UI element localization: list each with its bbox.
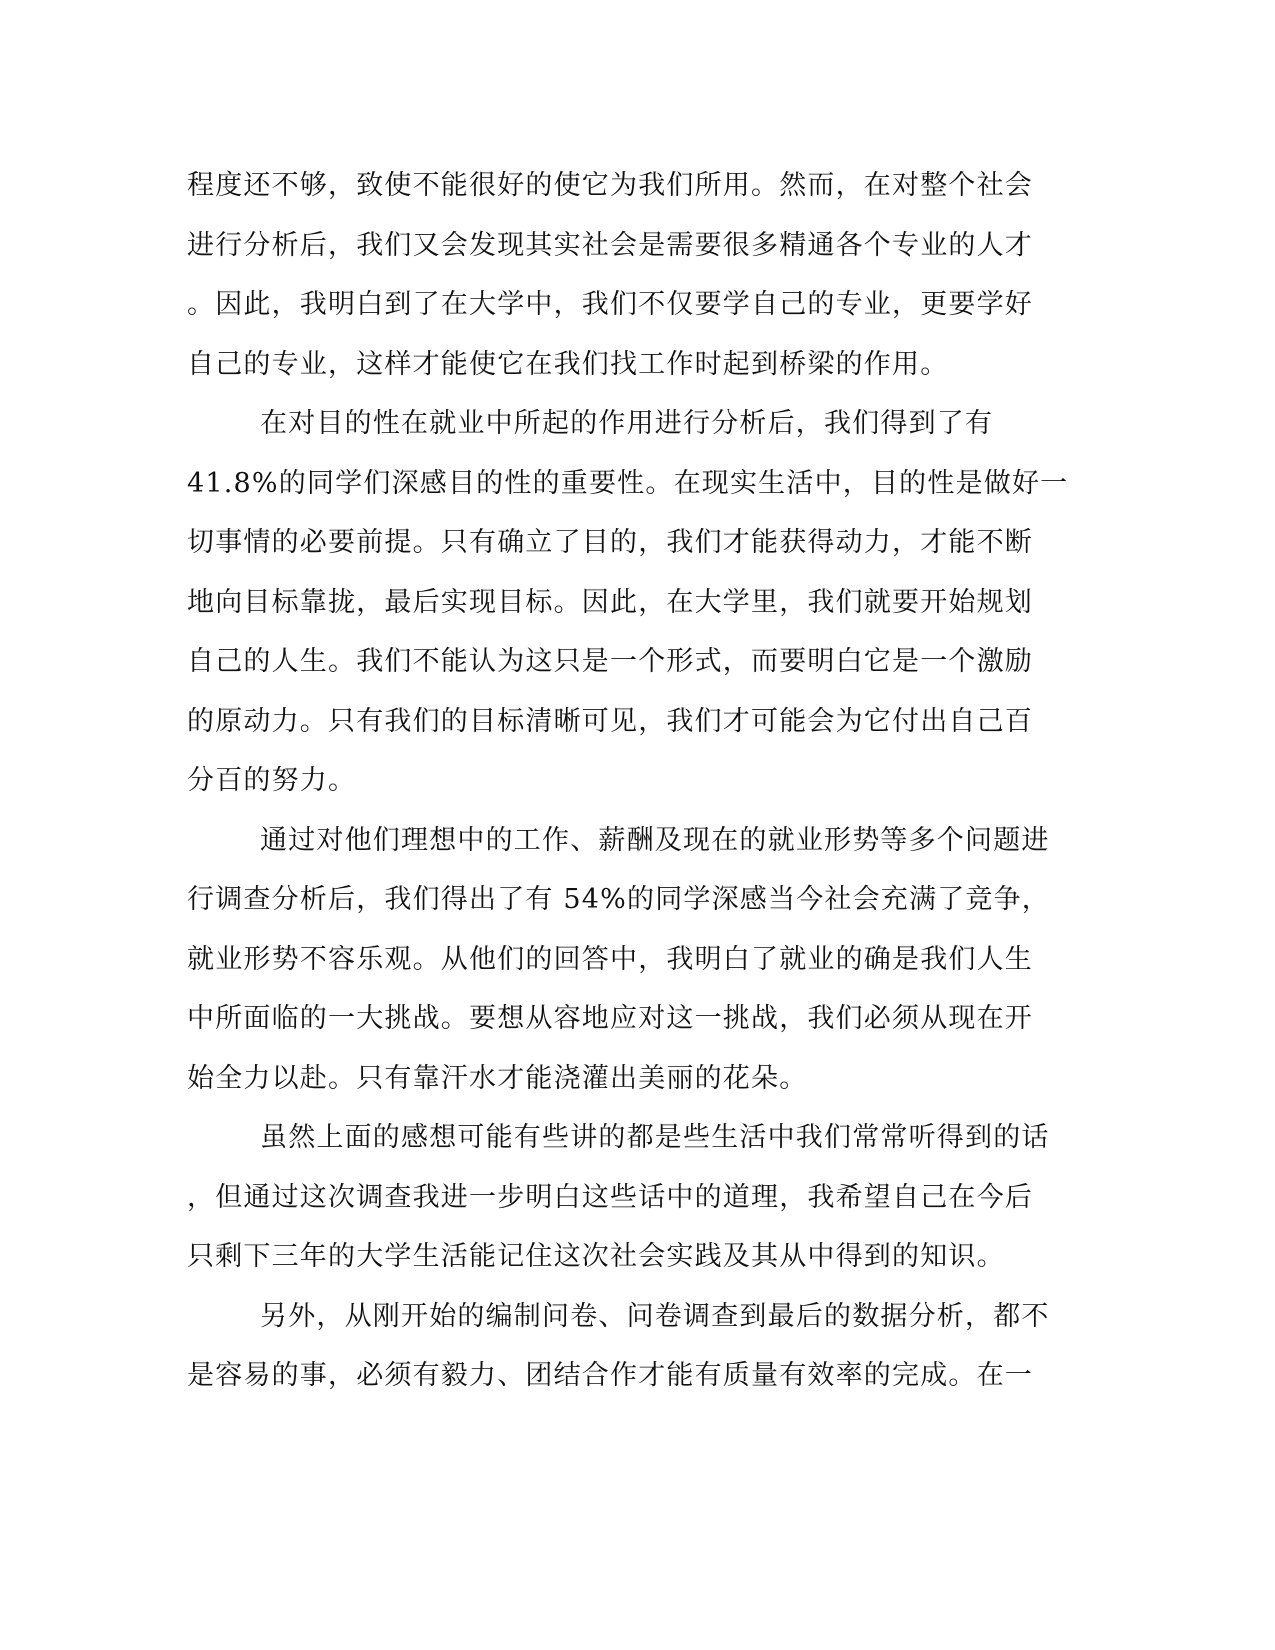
text-line: 。因此，我明白到了在大学中，我们不仅要学自己的专业，更要学好 xyxy=(187,289,1033,320)
text-line: 切事情的必要前提。只有确立了目的，我们才能获得动力，才能不断 xyxy=(187,527,1033,558)
paragraph-first-line: 在对目的性在就业中所起的作用进行分析后，我们得到了有 xyxy=(260,408,994,439)
text-line: 程度还不够，致使不能很好的使它为我们所用。然而，在对整个社会 xyxy=(187,170,1033,201)
text-line: 分百的努力。 xyxy=(187,765,357,796)
text-line: ，但通过这次调查我进一步明白这些话中的道理，我希望自己在今后 xyxy=(187,1181,1033,1213)
paragraph-first-line: 另外，从刚开始的编制问卷、问卷调查到最后的数据分析，都不 xyxy=(260,1300,1050,1332)
text-line: 41.8%的同学们深感目的性的重要性。在现实生活中，目的性是做好一 xyxy=(187,467,1069,499)
text-line: 就业形势不容乐观。从他们的回答中，我明白了就业的确是我们人生 xyxy=(187,943,1033,975)
text-line: 进行分析后，我们又会发现其实社会是需要很多精通各个专业的人才 xyxy=(187,229,1033,261)
text-line: 自己的专业，这样才能使它在我们找工作时起到桥梁的作用。 xyxy=(187,348,949,380)
paragraph-first-line: 虽然上面的感想可能有些讲的都是些生活中我们常常听得到的话 xyxy=(260,1122,1050,1153)
text-line: 行调查分析后，我们得出了有 54%的同学深感当今社会充满了竞争， xyxy=(187,884,1050,915)
text-line: 始全力以赴。只有靠汗水才能浇灌出美丽的花朵。 xyxy=(187,1062,808,1094)
paragraph-first-line: 通过对他们理想中的工作、薪酬及现在的就业形势等多个问题进 xyxy=(260,824,1050,856)
text-line: 地向目标靠拢，最后实现目标。因此，在大学里，我们就要开始规划 xyxy=(187,586,1033,618)
text-line: 的原动力。只有我们的目标清晰可见，我们才可能会为它付出自己百 xyxy=(187,705,1033,737)
text-line: 中所面临的一大挑战。要想从容地应对这一挑战，我们必须从现在开 xyxy=(187,1003,1033,1034)
text-line: 只剩下三年的大学生活能记住这次社会实践及其从中得到的知识。 xyxy=(187,1241,1005,1272)
text-line: 是容易的事，必须有毅力、团结合作才能有质量有效率的完成。在一 xyxy=(187,1360,1033,1391)
document-body xyxy=(187,156,1067,1406)
text-line: 自己的人生。我们不能认为这只是一个形式，而要明白它是一个激励 xyxy=(187,646,1033,677)
